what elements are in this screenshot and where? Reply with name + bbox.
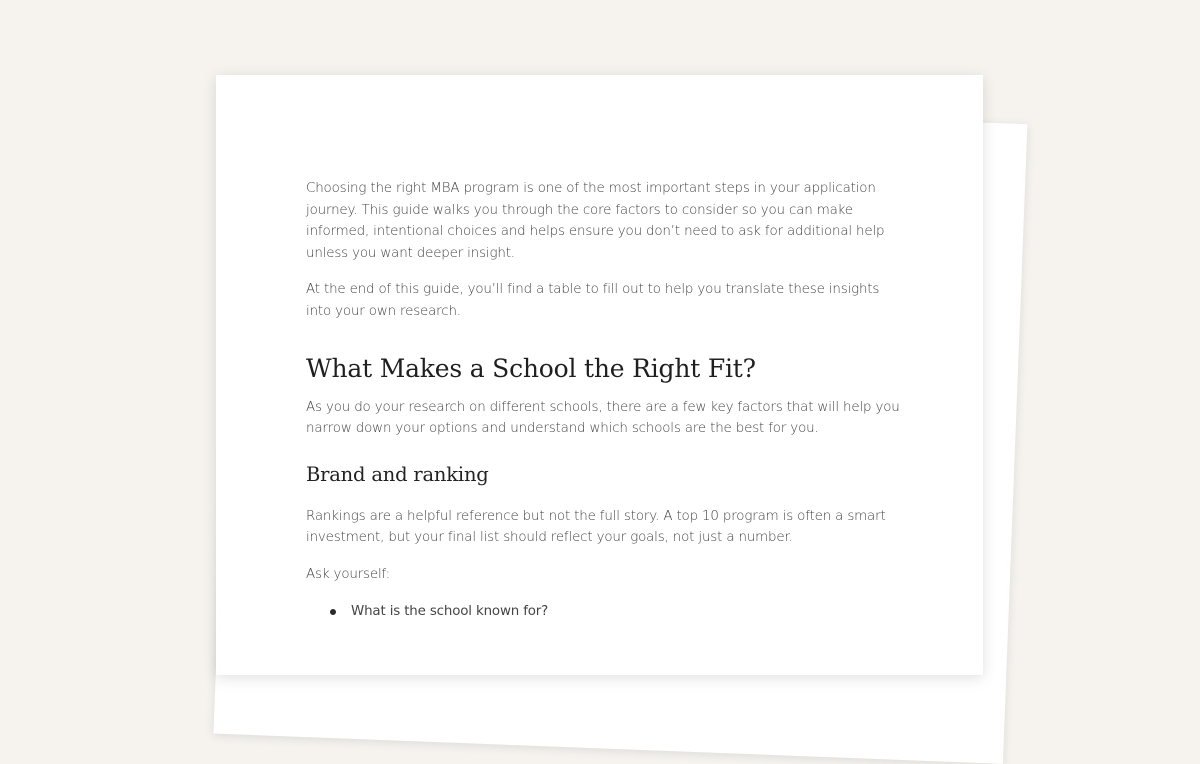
list-item: What is the school known for? [306, 601, 906, 623]
subsection-paragraph: Rankings are a helpful reference but not the full story. A top 10 program is often a smart investment, but your final list should reflect your goals, not just a number. [306, 508, 886, 546]
section-intro-paragraph: As you do your research on different schools, there are a few key factors that will help you narrow down your options and understand which schools are the best for you. [306, 399, 900, 437]
intro-paragraph-2: At the end of this guide, you’ll find a table to fill out to help you translate these insights into your own research. [306, 282, 880, 319]
document-content [306, 178, 906, 622]
question-list [306, 601, 906, 623]
ask-yourself-prompt: Ask yourself: [306, 566, 390, 582]
document-page [216, 75, 983, 675]
subsection-heading-brand-ranking: Brand and ranking [306, 462, 489, 486]
intro-paragraph-1: Choosing the right MBA program is one of the most important steps in your application journey. This guide walks you through the core factors to consider so you can make informed, intentional choices and helps ensure you don’t need to ask for additional help unless you want deeper insight. [306, 181, 885, 261]
section-heading: What Makes a School the Right Fit? [306, 353, 756, 383]
